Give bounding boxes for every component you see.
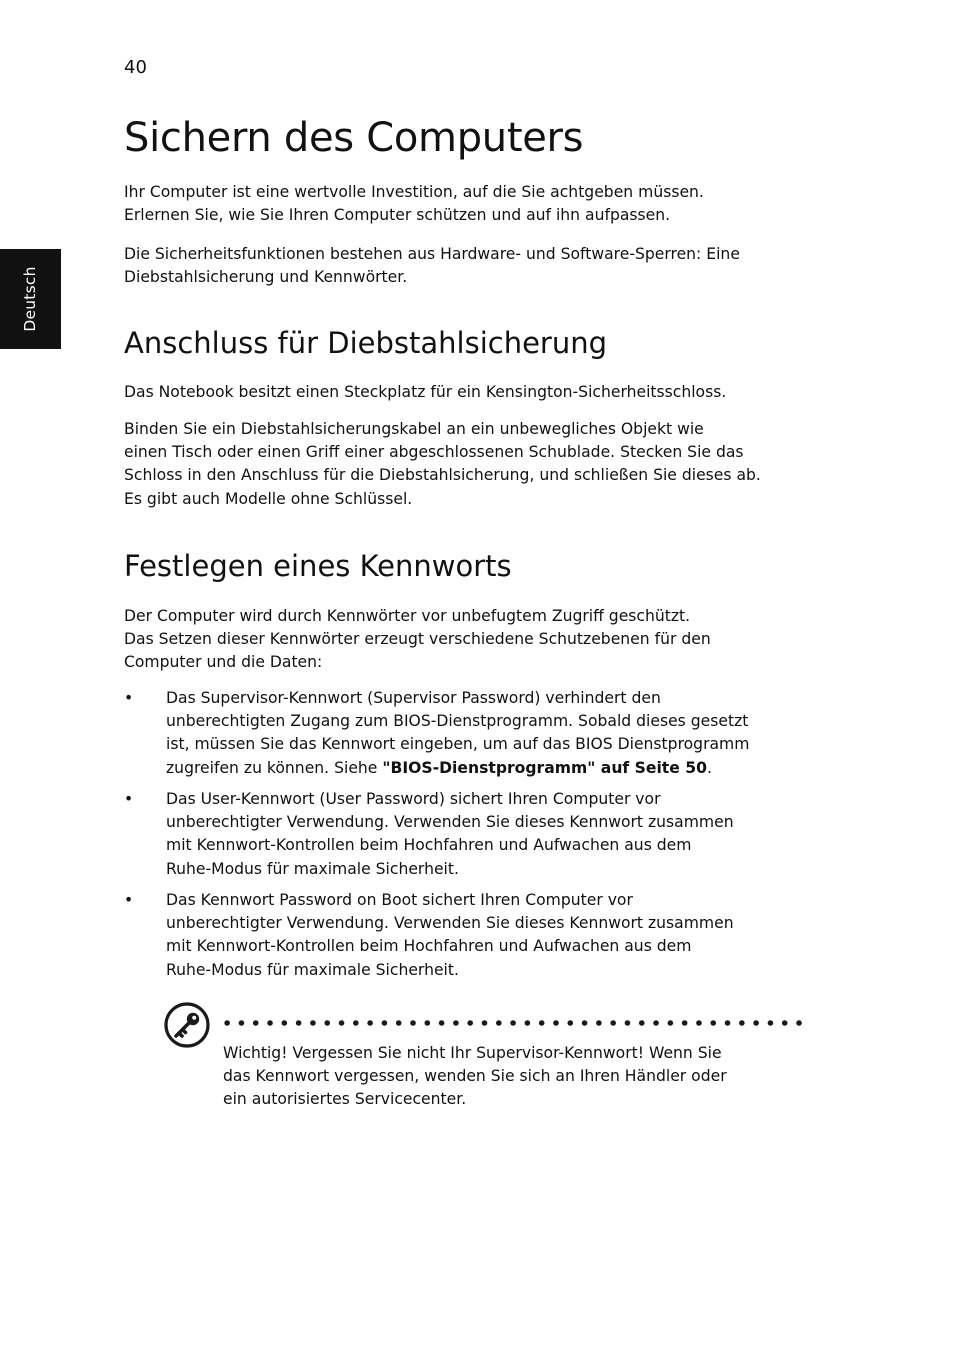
language-side-tab-label: Deutsch <box>21 266 39 332</box>
bullet-dot: • <box>124 891 134 909</box>
note-dotted-divider <box>220 1020 806 1026</box>
note-line-1 <box>223 1042 727 1065</box>
important-note <box>223 1042 727 1112</box>
bios-page-link[interactable]: "BIOS-Dienstprogramm" auf Seite 50 <box>382 758 707 777</box>
bullet-text <box>166 687 749 780</box>
section2-p1-line-2: Das Setzen dieser Kennwörter erzeugt verschiedene Schutzebenen für den <box>124 630 711 649</box>
section1-paragraph-2 <box>124 418 814 511</box>
section1-p2-line-1: Binden Sie ein Diebstahlsicherungskabel an ein unbewegliches Objekt wie <box>124 420 704 438</box>
bullet-dot: • <box>124 790 134 808</box>
intro-p2-line-2: Diebstahlsicherung und Kennwörter. <box>124 268 408 287</box>
section2-p1-line-3: Computer und die Daten: <box>124 653 323 672</box>
note-line-1-text: Vergessen Sie nicht Ihr Supervisor-Kennwort! Wenn Sie <box>287 1044 722 1062</box>
section1-paragraph-1 <box>124 381 814 404</box>
section2-paragraph-1 <box>124 605 814 675</box>
note-line-3: ein autorisiertes Servicecenter. <box>223 1090 467 1109</box>
bullet2-line-1: Das User-Kennwort (User Password) sichert Ihren Computer vor <box>166 790 661 808</box>
page-number: 40 <box>124 57 147 78</box>
bullet1-line-4 <box>166 757 749 780</box>
bullet1-line-1: Das Supervisor-Kennwort (Supervisor Password) verhindert den <box>166 689 661 707</box>
bullet3-line-1: Das Kennwort Password on Boot sichert Ihren Computer vor <box>166 891 633 909</box>
key-icon <box>164 1002 210 1048</box>
intro-paragraph-2 <box>124 243 814 289</box>
section-heading-password: Festlegen eines Kennworts <box>124 549 512 583</box>
bullet-text <box>166 889 734 982</box>
bullet2-line-3: mit Kennwort-Kontrollen beim Hochfahren und Aufwachen aus dem <box>166 836 692 855</box>
bullet3-line-3: mit Kennwort-Kontrollen beim Hochfahren und Aufwachen aus dem <box>166 937 692 956</box>
bullet1-line-4-suffix: . <box>706 758 712 777</box>
bullet2-line-2: unberechtigter Verwendung. Verwenden Sie dieses Kennwort zusammen <box>166 813 734 832</box>
language-side-tab <box>0 249 61 349</box>
intro-p1-line-1: Ihr Computer ist eine wertvolle Investition, auf die Sie achtgeben müssen. <box>124 183 704 201</box>
page-title: Sichern des Computers <box>124 115 584 161</box>
bullet1-line-2: unberechtigten Zugang zum BIOS-Dienstprogramm. Sobald dieses gesetzt <box>166 712 749 731</box>
bullet1-line-4-text: zugreifen zu können. Siehe <box>166 758 383 777</box>
section1-p2-line-2: einen Tisch oder einen Griff einer abgeschlossenen Schublade. Stecken Sie das <box>124 443 744 462</box>
note-label: Wichtig! <box>223 1044 288 1062</box>
bullet3-line-4: Ruhe-Modus für maximale Sicherheit. <box>166 960 459 979</box>
section-heading-security-lock: Anschluss für Diebstahlsicherung <box>124 326 608 360</box>
bullet3-line-2: unberechtigter Verwendung. Verwenden Sie dieses Kennwort zusammen <box>166 914 734 933</box>
section2-p1-line-1: Der Computer wird durch Kennwörter vor unbefugtem Zugriff geschützt. <box>124 607 691 625</box>
bullet1-line-3: ist, müssen Sie das Kennwort eingeben, um auf das BIOS Dienstprogramm <box>166 735 750 754</box>
bullet-text <box>166 788 734 881</box>
section1-p1-line-1: Das Notebook besitzt einen Steckplatz für ein Kensington-Sicherheitsschloss. <box>124 383 727 401</box>
intro-p1-line-2: Erlernen Sie, wie Sie Ihren Computer schützen und auf ihn aufpassen. <box>124 206 671 225</box>
section1-p2-line-4: Es gibt auch Modelle ohne Schlüssel. <box>124 489 413 508</box>
note-line-2: das Kennwort vergessen, wenden Sie sich an Ihren Händler oder <box>223 1067 727 1086</box>
intro-paragraph-1 <box>124 181 814 227</box>
bullet2-line-4: Ruhe-Modus für maximale Sicherheit. <box>166 859 459 878</box>
section1-p2-line-3: Schloss in den Anschluss für die Diebstahlsicherung, und schließen Sie dieses ab. <box>124 466 761 485</box>
intro-p2-line-1: Die Sicherheitsfunktionen bestehen aus Hardware- und Software-Sperren: Eine <box>124 245 740 263</box>
bullet-dot: • <box>124 689 134 707</box>
